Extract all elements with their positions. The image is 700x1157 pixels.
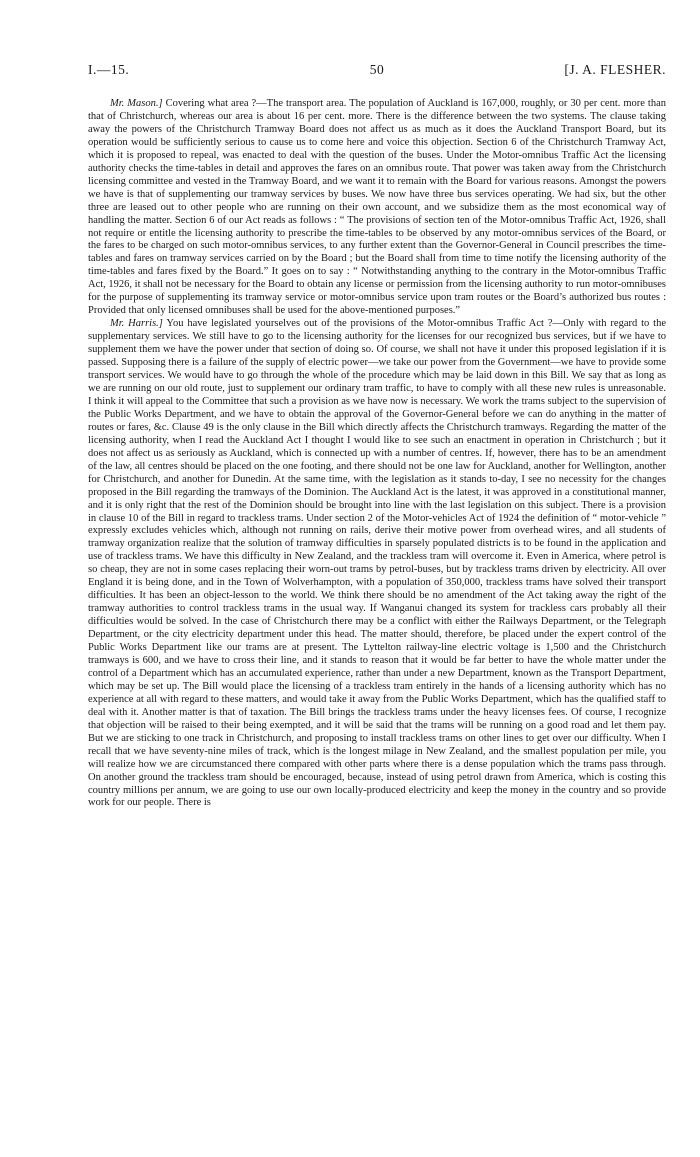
- document-body: [88, 98, 666, 810]
- witness-name: [J. A. FLESHER.: [564, 62, 666, 77]
- paragraph-text: Covering what area ?—The transport area. The population of Auckland is 167,000, roughly, or 30 per cent. more than that of Christchurch, whereas our area is about 16 per cent. more. There is the difference between the two systems. The clause taking away the powers of the Christchurch Tramway Board does not affect us as much as it does the Auckland Transport Board, but its operation would be sufficiently serious to cause us to come here and voice this objection. Section 6 of the Christchurch Tramway Act, which it is proposed to repeal, was enacted to deal with the question of the buses. Under the Motor-omnibus Traffic Act the licensing authority checks the time-tables in detail and approves the fares on an omnibus route. That power was taken away from the Christchurch licensing committee and vested in the Tramway Board, and we want it to remain with the Board for various reasons. Amongst the powers we have is that of supplementing our tramway services by buses. We now have three bus services operating. We had six, but the other three are leased out to other people who are running on their own account, and we subsidize them as the most economical way of handling the matter. Section 6 of our Act reads as follows : “ The provisions of section ten of the Motor-omnibus Traffic Act, 1926, shall not require or entitle the licensing authority to prescribe the time-tables to be observed by any motor-omnibus services of the Board, or the fares to be charged on such motor-omnibus services, to any further extent than the Governor-General in Council prescribes the time-tables and fares on tramway services carried on by the Board ; but the Board shall from time to time notify the licensing authority of the time-tables and fares fixed by the Board.” It goes on to say : “ Notwithstanding anything to the contrary in the Motor-omnibus Traffic Act, 1926, it shall not be necessary for the Board to obtain any license or permission from the licensing authority to run motor-omnibuses for the purpose of supplementing its tramway service or motor-omnibus service upon tram routes or the Board’s authorized bus routes : Provided that only licensed omnibuses shall be used for the above-mentioned purposes.”: [88, 98, 667, 317]
- paragraph-mason: [88, 98, 666, 318]
- speaker-label: Mr. Mason.]: [110, 98, 163, 109]
- page-number: 50: [369, 62, 385, 77]
- paragraph-text: You have legislated yourselves out of the provisions of the Motor-omnibus Traffic Act ?—Only with regard to the supplementary services. We still have to go to the licensing authority for the licenses for our recognized bus services, but if we have to supplement them we have the power under that section of doing so. Of course, we shall not have it under this proposed legislation if it is passed. Supposing there is a failure of the supply of electric power—we take our power from the Government—we have to provide some transport services. We would have to go through the whole of the procedure which may be laid down in this Bill. We say that as long as we are running on our old route, just to supplement our ordinary tram traffic, to have to comply with all these new rules is unreasonable. I think it will appeal to the Committee that such a provision as we have now is necessary. We work the trams subject to the supervision of the Public Works Department, and we have to obtain the approval of the Governor-General before we can do anything in the matter of routes or fares, &c. Clause 49 is the only clause in the Bill which directly affects the Christchurch tramways. Regarding the matter of the licensing authority, when I read the Auckland Act I thought I would like to see such an enactment in operation in Christchurch ; but it does not affect us as seriously as Auckland, which is connected up with a number of centres. If, however, there has to be an amendment of the law, all centres should be placed on the one footing, and there should not be one law for Auckland, another for Wellington, another for Christchurch, and another for Dunedin. At the same time, with the legislation as it stands to-day, I see no necessity for the changes proposed in the Bill regarding the tramways of the Dominion. The Auckland Act is the latest, it was approved in a constitutional manner, and it is only right that the rest of the Dominion should be brought into line with the last legislation on this subject. There is a provision in clause 10 of the Bill in regard to trackless trams. Under section 2 of the Motor-vehicles Act of 1924 the definition of “ motor-vehicle ” expressly excludes vehicles which, although not running on rails, derive their motive power from overhead wires, and all students of tramway organization realize that the solution of tramway difficulties in sparsely populated districts is to be found in the application and use of trackless trams. We have this difficulty in New Zealand, and the trackless tram will overcome it. Even in America, where petrol is so cheap, they are not in some cases replacing their worn-out trams by petrol-buses, but by trackless trams driven by electricity. All over England it is being done, and in the Town of Wolverhampton, with a population of 350,000, trackless trams have solved their transport difficulties. It has been an object-lesson to the world. We think there should be no amendment of the Act taking away the right of the tramway authorities to control trackless trams in the usual way. If Wanganui changed its system for trackless cars probably all their difficulties would be solved. In the case of Christchurch there may be a conflict with either the Railways Department, or the Telegraph Department, or the city electricity department under this head. The matter should, therefore, be placed under the expert control of the Public Works Department like our trams are at present. The Lyttelton railway-line electric voltage is 1,500 and the Christchurch tramways is 600, and we have to cross their line, and it stands to reason that it would be far better to have the whole matter under the control of a Department which has an accumulated experience, rather than under a new Department, known as the Transport Department, which may be set up. The Bill would place the licensing of a trackless tram entirely in the hands of a licensing authority which has no experience at all with regard to these matters, and would take it away from the Public Works Department, which has the qualified staff to deal with it. Another matter is that of taxation. The Bill brings the trackless trams under the heavy licenses fees. Of course, I recognize that objection will be raised to their being exempted, and it will be said that the trams will be running on a good road and let them pay. But we are sticking to one track in Christchurch, and proposing to install trackless trams on other lines to get over our difficulty. When I recall that we have seventy-nine miles of track, which is the longest milage in New Zealand, and the smallest population per mile, you will realize how we are circumstanced there compared with other parts where there is a dense population which the trams pass through. On another ground the trackless tram should be encouraged, because, instead of using petrol drawn from America, which is costing this country millions per annum, we are going to use our own locally-produced electricity and keep the money in the country and so provide work for our people. There is: [88, 318, 666, 809]
- page-header: [88, 62, 666, 82]
- paragraph-harris: [88, 318, 666, 810]
- speaker-label: Mr. Harris.]: [110, 318, 163, 330]
- paper-reference: I.—15.: [88, 62, 130, 77]
